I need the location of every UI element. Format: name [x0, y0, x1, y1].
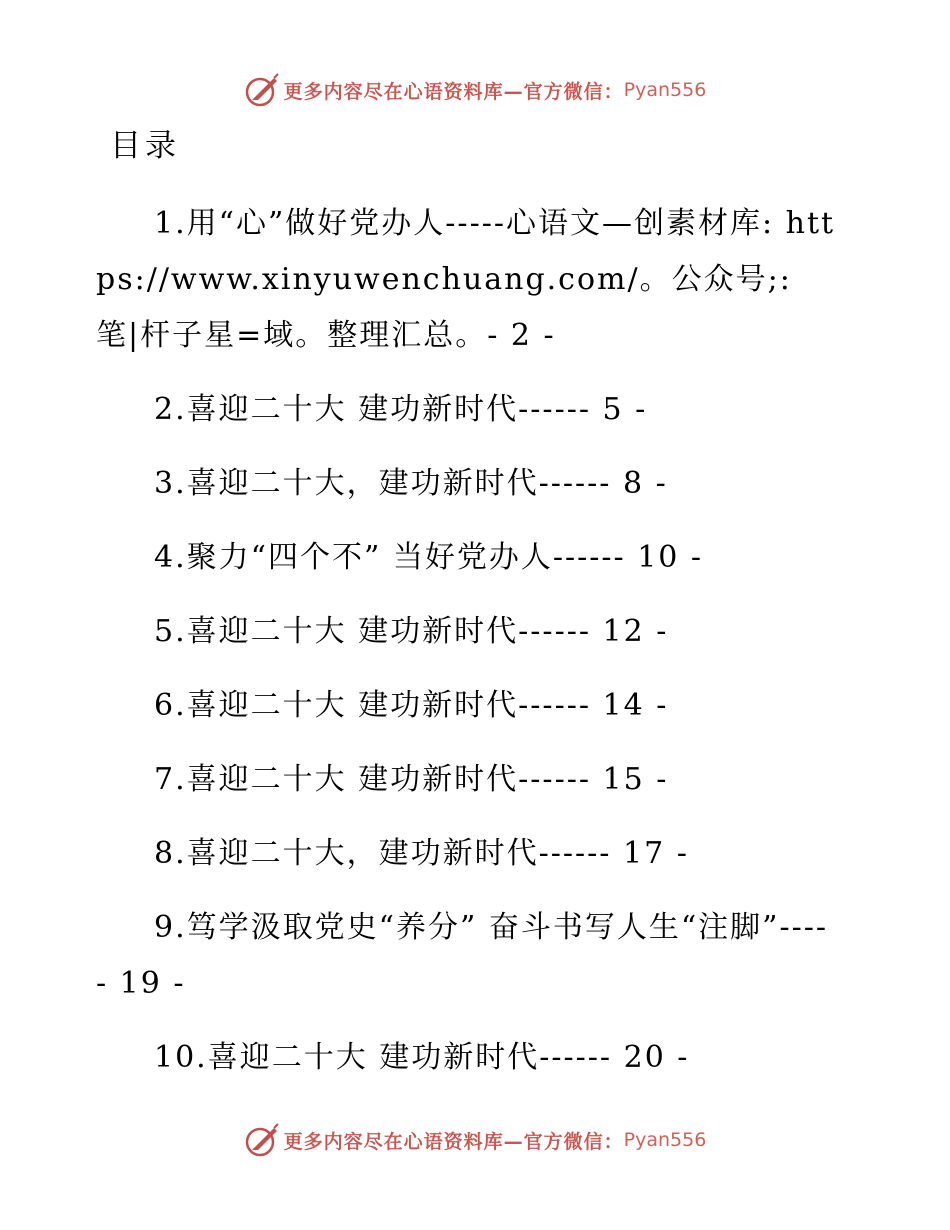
- toc-entry[interactable]: 4.聚力“四个不” 当好党办人------ 10 -: [154, 540, 704, 575]
- banner-text: 更多内容尽在心语资料库—官方微信：: [283, 80, 624, 103]
- header-banner: [0, 70, 950, 110]
- toc-entry[interactable]: 6.喜迎二十大 建功新时代------ 14 -: [154, 688, 669, 723]
- toc-list: [96, 196, 836, 1104]
- quill-pen-logo-icon: [244, 72, 280, 108]
- quill-pen-logo-icon: [244, 1122, 280, 1158]
- toc-entry[interactable]: 8.喜迎二十大，建功新时代------ 17 -: [154, 836, 689, 871]
- banner-account: Pyan556: [623, 79, 707, 101]
- toc-entry[interactable]: 5.喜迎二十大 建功新时代------ 12 -: [154, 614, 669, 649]
- toc-entry[interactable]: 1.用“心”做好党办人-----心语文—创素材库: https://www.xinyuwenchuang.com/。公众号;: 笔|杆子星=域。整理汇总。- 2 -: [96, 206, 836, 353]
- toc-entry[interactable]: 2.喜迎二十大 建功新时代------ 5 -: [154, 392, 648, 427]
- toc-entry[interactable]: 3.喜迎二十大，建功新时代------ 8 -: [154, 466, 668, 501]
- footer-banner: [0, 1120, 950, 1160]
- toc-entry[interactable]: 10.喜迎二十大 建功新时代------ 20 -: [154, 1040, 690, 1075]
- banner-account: Pyan556: [623, 1129, 707, 1151]
- toc-entry[interactable]: 9.笃学汲取党史“养分” 奋斗书写人生“注脚”----- 19 -: [96, 910, 829, 1001]
- banner-text: 更多内容尽在心语资料库—官方微信：: [283, 1130, 624, 1153]
- toc-entry[interactable]: 7.喜迎二十大 建功新时代------ 15 -: [154, 762, 669, 797]
- toc-title: 目录: [110, 128, 180, 164]
